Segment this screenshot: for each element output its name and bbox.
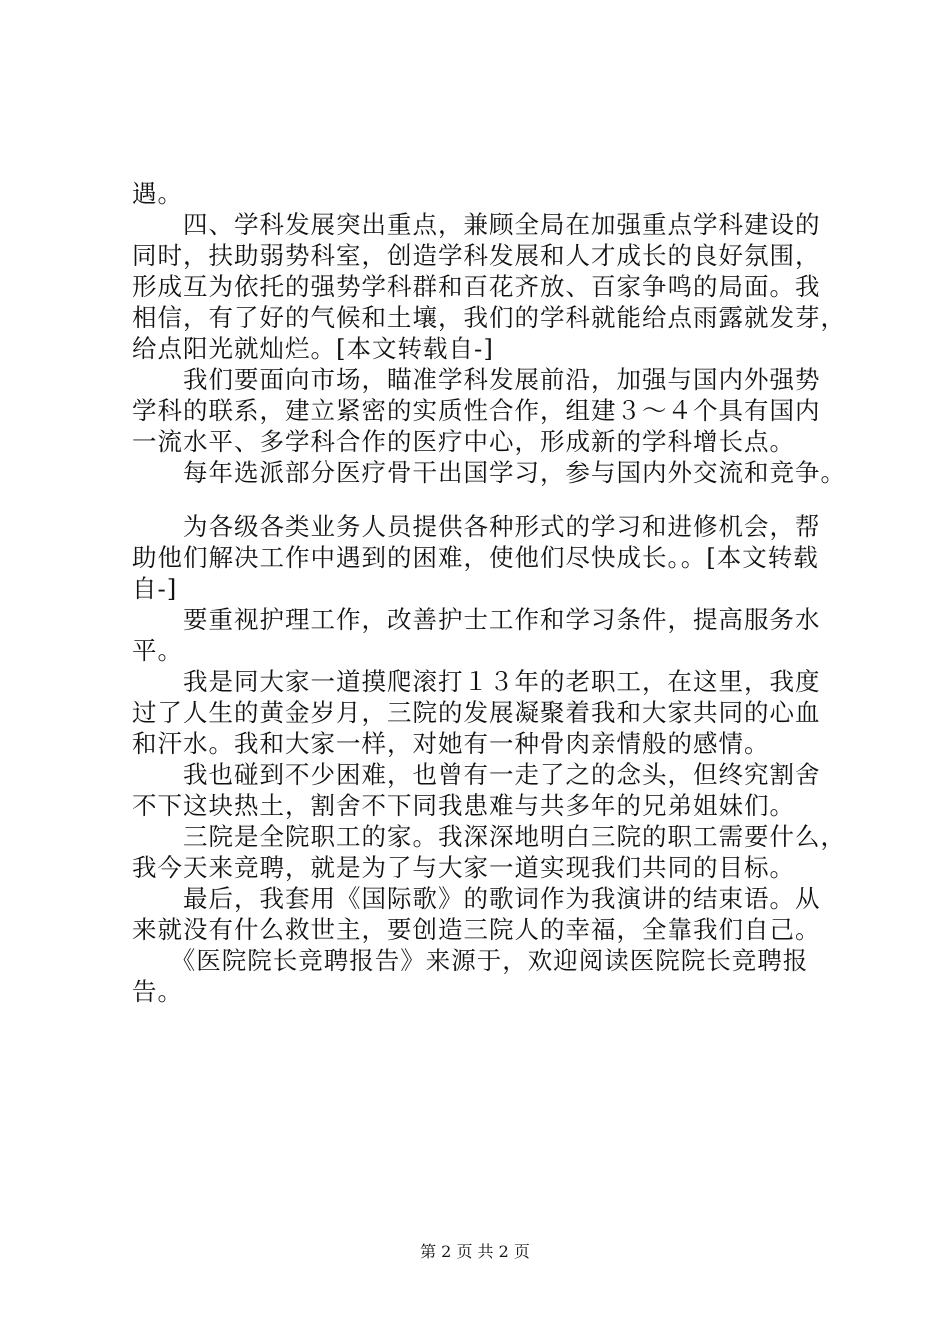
text-line: 三院是全院职工的家。我深深地明白三院的职工需要什么， — [132, 822, 846, 851]
text-line: 自-] — [132, 574, 178, 603]
text-line: 同时，扶助弱势科室，创造学科发展和人才成长的良好氛围， — [132, 241, 821, 270]
text-line: 《医院院长竞聘报告》来源于，欢迎阅读医院院长竞聘报 — [132, 946, 809, 975]
text-line: 要重视护理工作，改善护士工作和学习条件，提高服务水 — [132, 605, 821, 634]
page-number-footer: 第 2 页 共 2 页 — [420, 1242, 530, 1261]
text-line: 来就没有什么救世主，要创造三院人的幸福，全靠我们自己。 — [132, 915, 821, 944]
text-line: 一流水平、多学科合作的医疗中心，形成新的学科增长点。 — [132, 427, 795, 456]
text-line: 为各级各类业务人员提供各种形式的学习和进修机会，帮 — [132, 512, 821, 541]
text-line: 我们要面向市场，瞄准学科发展前沿，加强与国内外强势 — [132, 365, 821, 394]
text-line: 和汗水。我和大家一样，对她有一种骨肉亲情般的感情。 — [132, 729, 770, 758]
text-line: 四、学科发展突出重点，兼顾全局在加强重点学科建设的 — [132, 210, 821, 239]
text-line: 我今天来竞聘，就是为了与大家一道实现我们共同的目标。 — [132, 853, 795, 882]
text-line: 相信，有了好的气候和土壤，我们的学科就能给点雨露就发芽， — [132, 303, 846, 332]
text-line: 形成互为依托的强势学科群和百花齐放、百家争鸣的局面。我 — [132, 272, 821, 301]
text-line: 我是同大家一道摸爬滚打１３年的老职工，在这里，我度 — [132, 667, 821, 696]
text-line: 遇。 — [132, 179, 183, 208]
text-line: 学科的联系，建立紧密的实质性合作，组建３～４个具有国内 — [132, 396, 821, 425]
text-line: 给点阳光就灿烂。[本文转载自-] — [132, 334, 494, 363]
text-line: 助他们解决工作中遇到的困难，使他们尽快成长。。[本文转载 — [132, 543, 819, 572]
text-line: 告。 — [132, 977, 183, 1006]
text-line: 不下这块热土，割舍不下同我患难与共多年的兄弟姐妹们。 — [132, 791, 795, 820]
text-line: 最后，我套用《国际歌》的歌词作为我演讲的结束语。从 — [132, 884, 821, 913]
text-line: 我也碰到不少困难，也曾有一走了之的念头，但终究割舍 — [132, 760, 821, 789]
text-line: 过了人生的黄金岁月，三院的发展凝聚着我和大家共同的心血 — [132, 698, 821, 727]
text-line: 每年选派部分医疗骨干出国学习，参与国内外交流和竞争。 — [132, 458, 846, 487]
text-line: 平。 — [132, 636, 183, 665]
